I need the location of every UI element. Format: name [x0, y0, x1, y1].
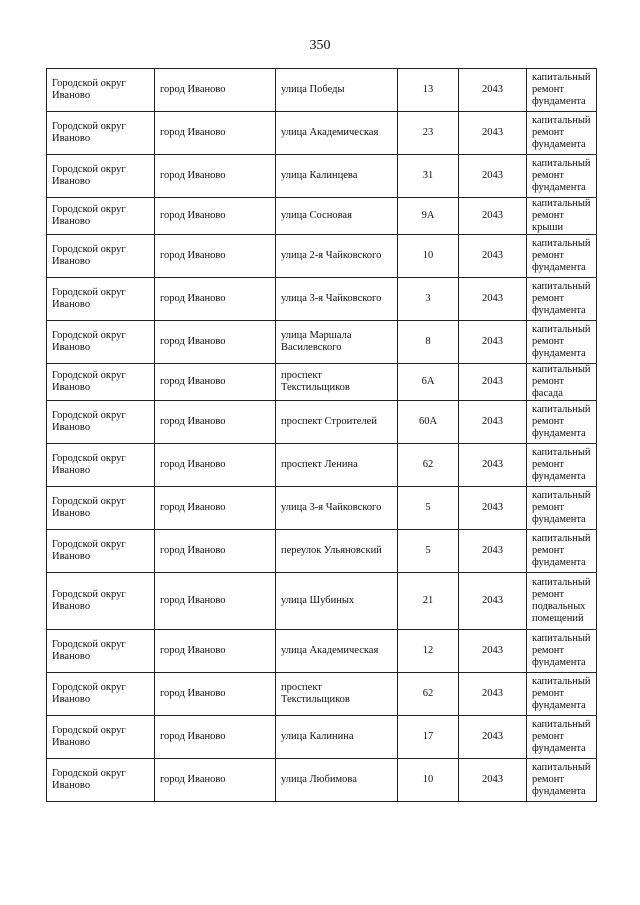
street-cell: улица Академическая	[276, 112, 398, 155]
district-cell: Городской округ Иваново	[47, 673, 155, 716]
year-cell: 2043	[459, 444, 527, 487]
street-cell: улица Калинцева	[276, 155, 398, 198]
table-row	[47, 530, 597, 573]
page-number: 350	[309, 38, 331, 53]
year-cell: 2043	[459, 716, 527, 759]
work-type-cell: капитальный ремонт фундамента	[527, 530, 597, 573]
district-cell: Городской округ Иваново	[47, 573, 155, 630]
district-cell: Городской округ Иваново	[47, 69, 155, 112]
year-cell: 2043	[459, 198, 527, 235]
work-type-cell: капитальный ремонт фасада	[527, 364, 597, 401]
district-cell: Городской округ Иваново	[47, 155, 155, 198]
table-row	[47, 401, 597, 444]
capital-repair-table	[46, 68, 597, 802]
street-cell: улица Победы	[276, 69, 398, 112]
table-row	[47, 673, 597, 716]
year-cell: 2043	[459, 278, 527, 321]
table-row	[47, 759, 597, 802]
year-cell: 2043	[459, 155, 527, 198]
table-row	[47, 69, 597, 112]
work-type-cell: капитальный ремонт подвальных помещений	[527, 573, 597, 630]
house-number-cell: 21	[398, 573, 459, 630]
year-cell: 2043	[459, 69, 527, 112]
year-cell: 2043	[459, 759, 527, 802]
district-cell: Городской округ Иваново	[47, 487, 155, 530]
year-cell: 2043	[459, 364, 527, 401]
district-cell: Городской округ Иваново	[47, 198, 155, 235]
year-cell: 2043	[459, 401, 527, 444]
house-number-cell: 10	[398, 235, 459, 278]
district-cell: Городской округ Иваново	[47, 112, 155, 155]
work-type-cell: капитальный ремонт фундамента	[527, 278, 597, 321]
city-cell: город Иваново	[155, 716, 276, 759]
street-cell: проспект Текстильщиков	[276, 673, 398, 716]
district-cell: Городской округ Иваново	[47, 716, 155, 759]
year-cell: 2043	[459, 487, 527, 530]
table-row	[47, 573, 597, 630]
city-cell: город Иваново	[155, 630, 276, 673]
district-cell: Городской округ Иваново	[47, 364, 155, 401]
table-row	[47, 487, 597, 530]
table-row	[47, 198, 597, 235]
street-cell: улица Шубиных	[276, 573, 398, 630]
house-number-cell: 9А	[398, 198, 459, 235]
city-cell: город Иваново	[155, 112, 276, 155]
table-row	[47, 235, 597, 278]
city-cell: город Иваново	[155, 198, 276, 235]
house-number-cell: 5	[398, 487, 459, 530]
house-number-cell: 10	[398, 759, 459, 802]
street-cell: улица Калинина	[276, 716, 398, 759]
district-cell: Городской округ Иваново	[47, 401, 155, 444]
work-type-cell: капитальный ремонт фундамента	[527, 155, 597, 198]
table-row	[47, 630, 597, 673]
work-type-cell: капитальный ремонт фундамента	[527, 401, 597, 444]
city-cell: город Иваново	[155, 487, 276, 530]
city-cell: город Иваново	[155, 444, 276, 487]
house-number-cell: 31	[398, 155, 459, 198]
work-type-cell: капитальный ремонт фундамента	[527, 235, 597, 278]
work-type-cell: капитальный ремонт фундамента	[527, 69, 597, 112]
table-row	[47, 155, 597, 198]
city-cell: город Иваново	[155, 69, 276, 112]
house-number-cell: 13	[398, 69, 459, 112]
city-cell: город Иваново	[155, 155, 276, 198]
year-cell: 2043	[459, 630, 527, 673]
district-cell: Городской округ Иваново	[47, 759, 155, 802]
street-cell: проспект Текстильщиков	[276, 364, 398, 401]
house-number-cell: 62	[398, 444, 459, 487]
house-number-cell: 6А	[398, 364, 459, 401]
street-cell: улица Маршала Василевского	[276, 321, 398, 364]
year-cell: 2043	[459, 321, 527, 364]
street-cell: переулок Ульяновский	[276, 530, 398, 573]
year-cell: 2043	[459, 673, 527, 716]
table-row	[47, 444, 597, 487]
city-cell: город Иваново	[155, 530, 276, 573]
city-cell: город Иваново	[155, 573, 276, 630]
city-cell: город Иваново	[155, 401, 276, 444]
table-row	[47, 112, 597, 155]
work-type-cell: капитальный ремонт фундамента	[527, 444, 597, 487]
table-row	[47, 364, 597, 401]
street-cell: проспект Строителей	[276, 401, 398, 444]
street-cell: проспект Ленина	[276, 444, 398, 487]
district-cell: Городской округ Иваново	[47, 235, 155, 278]
work-type-cell: капитальный ремонт фундамента	[527, 487, 597, 530]
work-type-cell: капитальный ремонт фундамента	[527, 630, 597, 673]
table-row	[47, 278, 597, 321]
house-number-cell: 62	[398, 673, 459, 716]
house-number-cell: 17	[398, 716, 459, 759]
work-type-cell: капитальный ремонт фундамента	[527, 716, 597, 759]
house-number-cell: 3	[398, 278, 459, 321]
year-cell: 2043	[459, 530, 527, 573]
table-row	[47, 716, 597, 759]
street-cell: улица Любимова	[276, 759, 398, 802]
city-cell: город Иваново	[155, 278, 276, 321]
district-cell: Городской округ Иваново	[47, 321, 155, 364]
street-cell: улица Академическая	[276, 630, 398, 673]
city-cell: город Иваново	[155, 364, 276, 401]
house-number-cell: 60А	[398, 401, 459, 444]
year-cell: 2043	[459, 112, 527, 155]
district-cell: Городской округ Иваново	[47, 530, 155, 573]
district-cell: Городской округ Иваново	[47, 630, 155, 673]
city-cell: город Иваново	[155, 759, 276, 802]
table-row	[47, 321, 597, 364]
city-cell: город Иваново	[155, 321, 276, 364]
street-cell: улица 2-я Чайковского	[276, 235, 398, 278]
city-cell: город Иваново	[155, 673, 276, 716]
house-number-cell: 12	[398, 630, 459, 673]
street-cell: улица Сосновая	[276, 198, 398, 235]
house-number-cell: 23	[398, 112, 459, 155]
year-cell: 2043	[459, 573, 527, 630]
work-type-cell: капитальный ремонт фундамента	[527, 321, 597, 364]
work-type-cell: капитальный ремонт фундамента	[527, 759, 597, 802]
house-number-cell: 8	[398, 321, 459, 364]
year-cell: 2043	[459, 235, 527, 278]
district-cell: Городской округ Иваново	[47, 278, 155, 321]
house-number-cell: 5	[398, 530, 459, 573]
city-cell: город Иваново	[155, 235, 276, 278]
street-cell: улица 3-я Чайковского	[276, 487, 398, 530]
work-type-cell: капитальный ремонт фундамента	[527, 112, 597, 155]
work-type-cell: капитальный ремонт фундамента	[527, 673, 597, 716]
district-cell: Городской округ Иваново	[47, 444, 155, 487]
work-type-cell: капитальный ремонт крыши	[527, 198, 597, 235]
street-cell: улица 3-я Чайковского	[276, 278, 398, 321]
